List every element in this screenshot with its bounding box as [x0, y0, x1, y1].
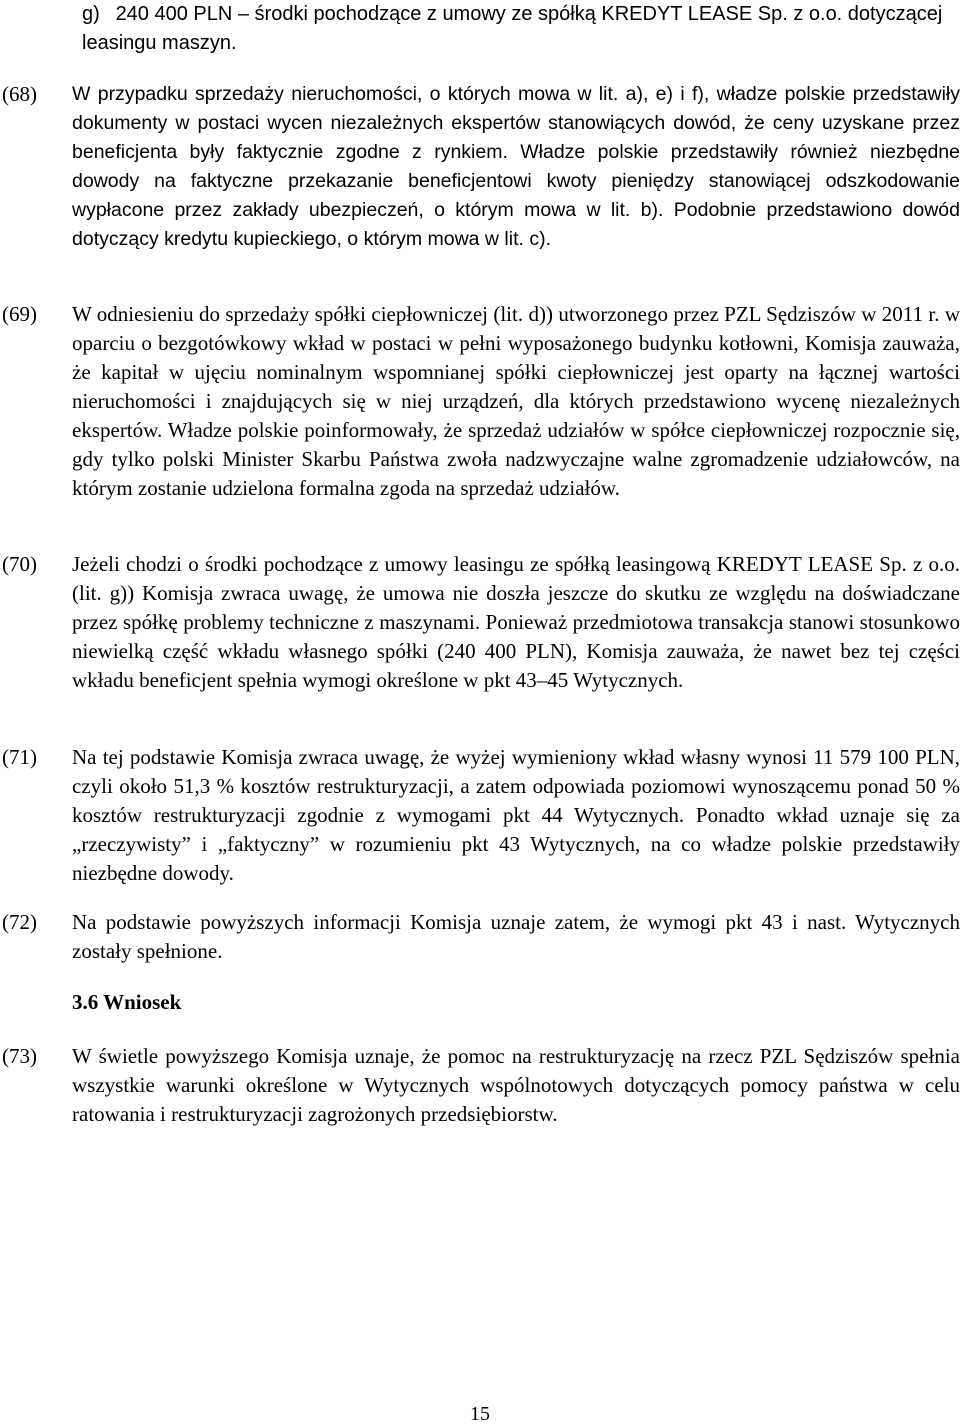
section-heading: 3.6 Wniosek [72, 990, 182, 1014]
paragraph-number: (73) [2, 1044, 37, 1068]
paragraph-number: (68) [2, 82, 37, 106]
paragraph-text: W przypadku sprzedaży nieruchomości, o których mowa w lit. a), e) i f), władze polskie przedstawiły dokumenty w postaci wycen niezależnych ekspertów stanowiących dowód, że ceny uzyskane przez beneficjenta były faktycznie zgodne z rynkiem. Władze polskie przedstawiły również niezbędne dowody na faktyczne przekazanie beneficjentowi kwoty pieniędzy stanowiącej odszkodowanie wypłacone przez zakłady ubezpieczeń, o którym mowa w lit. b). Podobnie przedstawiono dowód dotyczący kredytu kupieckiego, o którym mowa w lit. c). [72, 83, 960, 250]
paragraph-text: Na tej podstawie Komisja zwraca uwagę, że wyżej wymieniony wkład własny wynosi 11 579 100 PLN, czyli około 51,3 % kosztów restrukturyzacji, a zatem odpowiada poziomowi wynoszącemu ponad 50 % kosztów restrukturyzacji zgodnie z wymogami pkt 44 Wytycznych. Ponadto wkład uznaje się za „rzeczywisty” i „faktyczny” w rozumieniu pkt 43 Wytycznych, na co władze polskie przedstawiły niezbędne dowody. [72, 745, 960, 885]
list-item-label: g) [82, 3, 100, 25]
paragraph-text: W odniesieniu do sprzedaży spółki ciepłowniczej (lit. d)) utworzonego przez PZL Sędziszów w 2011 r. w oparciu o bezgotówkowy wkład w postaci w pełni wyposażonego budynku kotłowni, Komisja zauważa, że kapitał w ujęciu nominalnym wspomnianej spółki ciepłowniczej jest oparty na łącznej wartości nieruchomości i znajdujących się w niej urządzeń, dla których przedstawiono wycenę niezależnych ekspertów. Władze polskie poinformowały, że sprzedaż udziałów w spółce ciepłowniczej rozpocznie się, gdy tylko polski Minister Skarbu Państwa zwoła nadzwyczajne walne zgromadzenie udziałowców, na którym zostanie udzielona formalna zgoda na sprzedaż udziałów. [72, 302, 960, 500]
paragraph-text: Na podstawie powyższych informacji Komisja uznaje zatem, że wymogi pkt 43 i nast. Wytycznych zostały spełnione. [72, 910, 960, 963]
list-item-g-content [82, 0, 952, 58]
page-number: 15 [470, 1403, 490, 1425]
paragraph-number: (71) [2, 745, 37, 769]
list-item-text: 240 400 PLN – środki pochodzące z umowy ze spółką KREDYT LEASE Sp. z o.o. dotyczącej leasingu maszyn. [82, 3, 943, 54]
paragraph-number: (70) [2, 552, 37, 576]
paragraph-number: (69) [2, 302, 37, 326]
paragraph-text: W świetle powyższego Komisja uznaje, że pomoc na restrukturyzację na rzecz PZL Sędziszów spełnia wszystkie warunki określone w Wytycznych wspólnotowych dotyczących pomocy państwa w celu ratowania i restrukturyzacji zagrożonych przedsiębiorstw. [72, 1044, 960, 1126]
paragraph-text: Jeżeli chodzi o środki pochodzące z umowy leasingu ze spółką leasingową KREDYT LEASE Sp. z o.o. (lit. g)) Komisja zwraca uwagę, że umowa nie doszła jeszcze do skutku ze względu na doświadczane przez spółkę problemy techniczne z maszynami. Ponieważ przedmiotowa transakcja stanowi stosunkowo niewielką część wkładu własnego spółki (240 400 PLN), Komisja zauważa, że nawet bez tej części wkładu beneficjent spełnia wymogi określone w pkt 43–45 Wytycznych. [72, 552, 960, 692]
paragraph-number: (72) [2, 910, 37, 934]
